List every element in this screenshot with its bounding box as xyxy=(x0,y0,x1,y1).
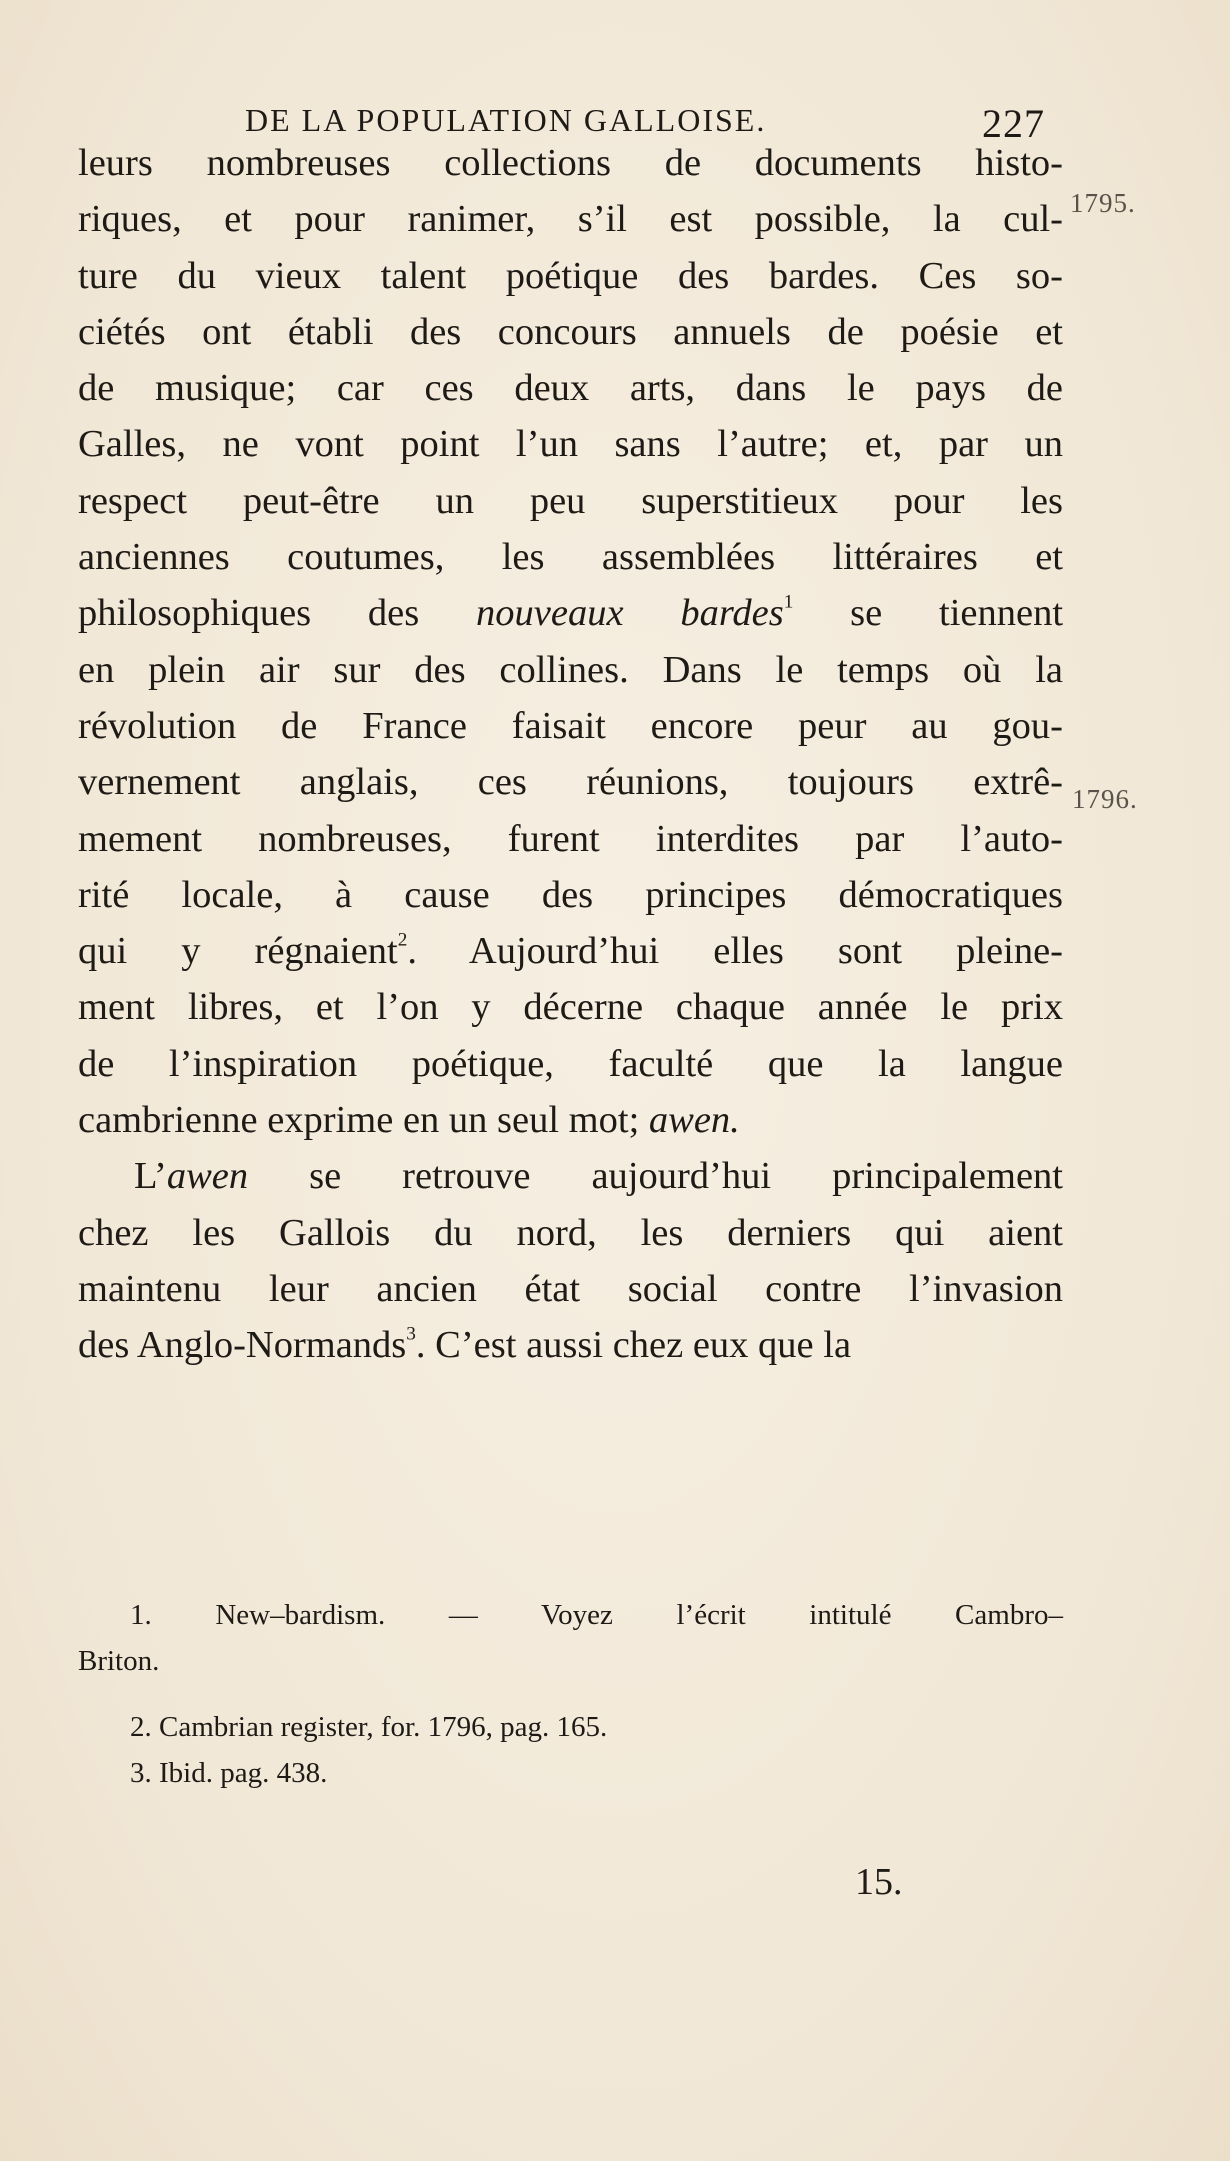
page-number: 227 xyxy=(982,101,1045,146)
footnote-1-continuation: Briton. xyxy=(78,1645,160,1677)
footnotes xyxy=(78,1592,1063,1796)
italic-text: awen. xyxy=(648,1099,740,1142)
text-line: qui y régnaient$^2$. Aujourd’hui elles sont pleine- xyxy=(78,929,1063,973)
body-text xyxy=(78,135,1063,1374)
footnote-1: 1. New–bardism. — Voyez l’écrit intitulé Cambro– xyxy=(130,1599,1063,1631)
footnote-spacer xyxy=(78,1684,1063,1704)
signature-mark: 15. xyxy=(855,1861,903,1903)
text-line: des Anglo-Normands$^3$. C’est aussi chez eux que la xyxy=(78,1323,852,1367)
text-line: maintenu leur ancien état social contre l’invasion xyxy=(78,1267,1063,1310)
text-line: mement nombreuses, furent interdites par l’auto- xyxy=(78,817,1063,860)
text-line: philosophiques des nouveaux bardes$^1$ se tiennent xyxy=(78,592,1064,635)
footnote-marker: 3 xyxy=(406,1323,416,1345)
text-line: vernement anglais, ces réunions, toujours extrê- xyxy=(78,761,1063,804)
text-line: de l’inspiration poétique, faculté que la langue xyxy=(78,1042,1063,1085)
text-line: riques, et pour ranimer, s’il est possible, la cul- xyxy=(78,198,1063,241)
text-line: de musique; car ces deux arts, dans le pays de xyxy=(78,367,1063,410)
text-line: rité locale, à cause des principes démocratiques xyxy=(78,873,1063,916)
footnote-3: 3. Ibid. pag. 438. xyxy=(130,1757,328,1789)
text-line: chez les Gallois du nord, les derniers qui aient xyxy=(78,1211,1063,1254)
text-line: ciétés ont établi des concours annuels de poésie et xyxy=(78,310,1063,353)
text-line: ture du vieux talent poétique des bardes. Ces so- xyxy=(78,254,1063,297)
italic-text: nouveaux bardes xyxy=(476,592,784,635)
footnote-2: 2. Cambrian register, for. 1796, pag. 165. xyxy=(130,1711,608,1743)
text-line: en plein air sur des collines. Dans le temps où la xyxy=(78,648,1063,691)
running-head-title: DE LA POPULATION GALLOISE. xyxy=(245,102,767,138)
text-line: révolution de France faisait encore peur au gou- xyxy=(78,704,1063,747)
italic-text: awen xyxy=(166,1155,249,1198)
text-line: Galles, ne vont point l’un sans l’autre; et, par un xyxy=(78,423,1063,466)
text-line: cambrienne exprime en un seul mot; awen. xyxy=(78,1099,740,1142)
footnote-marker: 2 xyxy=(397,929,408,951)
text-line: anciennes coutumes, les assemblées littéraires et xyxy=(78,536,1063,579)
text-line: leurs nombreuses collections de documents histo- xyxy=(78,142,1063,184)
margin-note-year: 1795. xyxy=(1070,188,1136,218)
margin-note-year: 1796. xyxy=(1072,784,1138,814)
footnote-marker: 1 xyxy=(783,592,794,614)
text-line: respect peut-être un peu superstitieux pour les xyxy=(78,479,1063,522)
text-line: ment libres, et l’on y décerne chaque année le prix xyxy=(78,986,1063,1029)
text-line: L’awen se retrouve aujourd’hui principalement xyxy=(134,1155,1063,1198)
